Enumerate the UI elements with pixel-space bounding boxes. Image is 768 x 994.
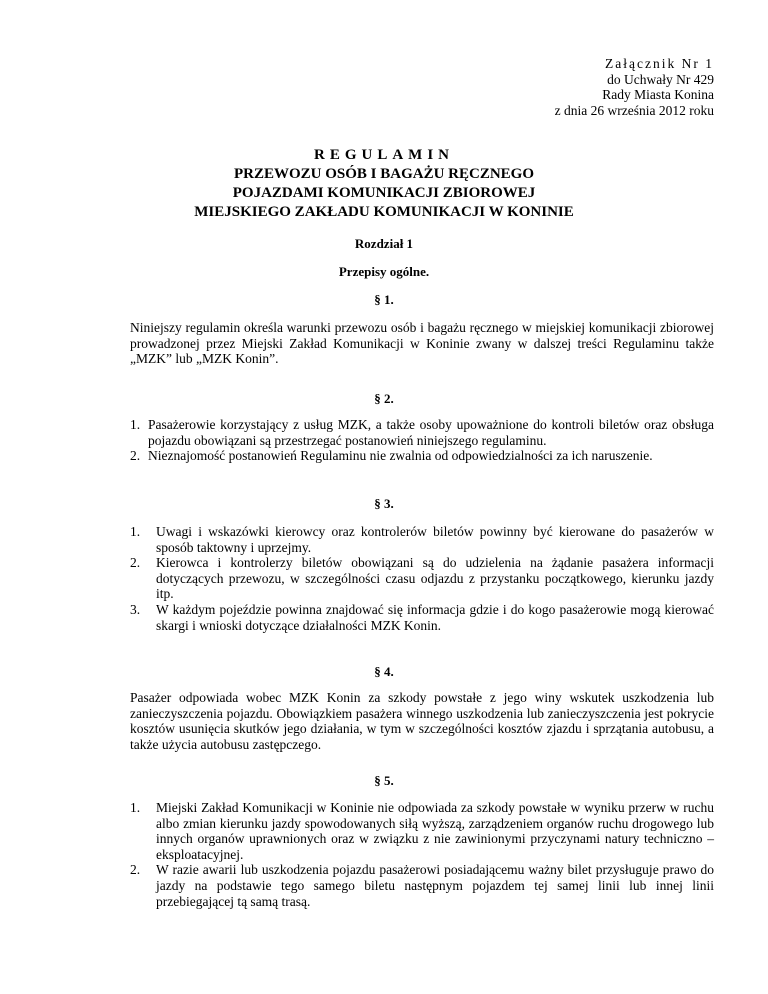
item-text: Uwagi i wskazówki kierowcy oraz kontrolerów biletów powinny być kierowane do pasażerów w sposób taktowny i uprzejmy. [156, 524, 714, 555]
item-text: Miejski Zakład Komunikacji w Koninie nie odpowiada za szkody powstałe w wyniku przerw w ruchu albo zmian kierunku jazdy spowodowanych siłą wyższą, zarządzeniem organów ruchu drogowego lub innych organów uprawnionych oraz w związku z nie zawinionymi przyczynami natury techniczno – eksploatacyjnej. [156, 800, 714, 862]
item-number: 2. [130, 448, 141, 464]
item-text: Nieznajomość postanowień Regulaminu nie zwalnia od odpowiedzialności za ich naruszenie. [148, 448, 653, 464]
item-text: W każdym pojeździe powinna znajdować się informacja gdzie i do kogo pasażerowie mogą kierować skargi i wnioski dotyczące działalności MZK Konin. [156, 601, 714, 633]
list-item [130, 862, 714, 909]
annex-line-4: z dnia 26 września 2012 roku [554, 102, 714, 118]
section-5-heading: § 5. [374, 773, 394, 788]
item-text: W razie awarii lub uszkodzenia pojazdu pasażerowi posiadającemu ważny bilet przysługuje prawo do jazdy na podstawie tego samego biletu następnym pojazdem tej samej linii lub innej linii przebiegającej tą samą trasą. [156, 862, 714, 909]
item-number: 2. [130, 862, 141, 878]
list-item [130, 524, 714, 555]
list-item [130, 417, 714, 448]
annex-line-1: Załącznik Nr 1 [605, 56, 714, 71]
document-title [0, 146, 768, 222]
annex-line-2: do Uchwały Nr 429 [607, 71, 714, 87]
title-line-3: POJAZDAMI KOMUNIKACJI ZBIOROWEJ [232, 185, 536, 201]
section-1-text: Niniejszy regulamin określa warunki przewozu osób i bagażu ręcznego w miejskiej komunikacji zbiorowej prowadzonej przez Miejski Zakład Komunikacji w Koninie zwany w dalszej treści Regulaminu także „MZK” lub „MZK Konin”. [130, 320, 714, 367]
title-line-4: MIEJSKIEGO ZAKŁADU KOMUNIKACJI W KONINIE [194, 204, 574, 220]
list-item [130, 800, 714, 862]
item-text: Kierowca i kontrolerzy biletów obowiązani są do udzielenia na żądanie pasażera informacji dotyczących przewozu, w szczególności czasu odjazdu z przystanku początkowego, kierunku jazdy itp. [156, 555, 714, 602]
section-5-list [130, 800, 714, 909]
item-text: Pasażerowie korzystający z usług MZK, a także osoby upoważnione do kontroli biletów oraz obsługa pojazdu obowiązani są przestrzegać postanowień niniejszego regulaminu. [148, 417, 714, 448]
item-number: 1. [130, 417, 141, 432]
title-line-1: REGULAMIN [313, 147, 454, 163]
section-4-text: Pasażer odpowiada wobec MZK Konin za szkody powstałe z jego winy wskutek uszkodzenia lub zanieczyszczenia pojazdu. Obowiązkiem pasażera winnego uszkodzenia lub zanieczyszczenia jest pokrycie kosztów usunięcia skutków jego działania, w tym w szczególności kosztów zjazdu i sprzątania autobusu, a także użycia autobusu zastępczego. [130, 690, 714, 752]
item-number: 1. [130, 800, 141, 815]
section-2-heading: § 2. [374, 391, 394, 406]
annex-line-3: Rady Miasta Konina [602, 87, 714, 103]
item-number: 3. [130, 601, 141, 617]
item-number: 1. [130, 524, 141, 539]
chapter-label: Rozdział 1 [354, 236, 414, 251]
annex-header [555, 56, 714, 118]
section-1-heading: § 1. [374, 292, 394, 307]
chapter-name: Przepisy ogólne. [338, 264, 430, 279]
list-item [130, 555, 714, 602]
list-item [130, 448, 714, 464]
title-line-2: PRZEWOZU OSÓB I BAGAŻU RĘCZNEGO [233, 166, 535, 182]
section-3-heading: § 3. [374, 496, 394, 511]
section-3-list [130, 524, 714, 633]
item-number: 2. [130, 555, 141, 571]
section-4-heading: § 4. [374, 664, 394, 679]
section-2-list [130, 417, 714, 464]
list-item [130, 602, 714, 633]
